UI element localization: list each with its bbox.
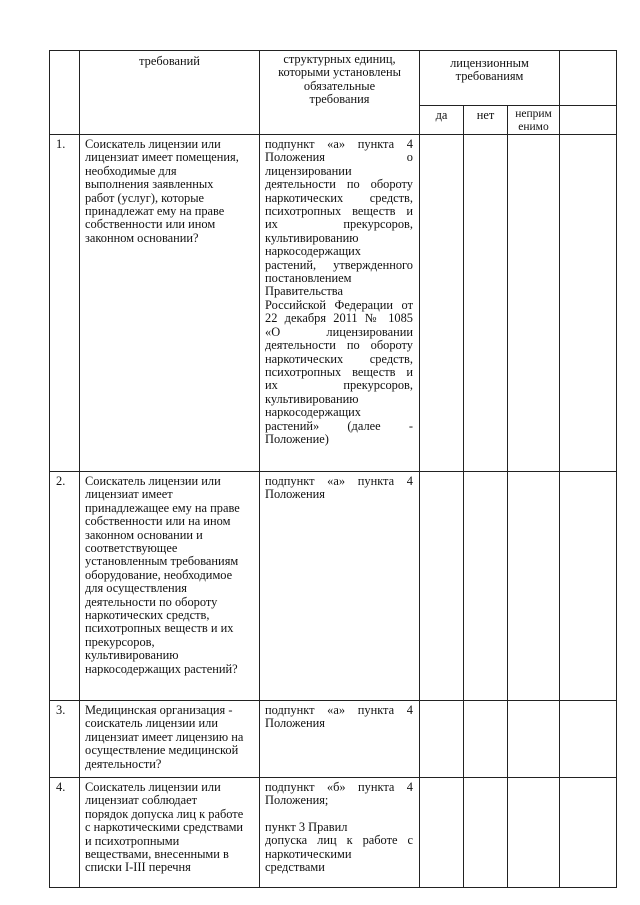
answer-no-cell[interactable]	[464, 701, 508, 778]
reference-line: наркосодержащих	[265, 405, 361, 420]
answer-yes-cell[interactable]	[420, 472, 464, 701]
reference-line: их прекурсоров,	[265, 217, 413, 232]
table-row	[50, 701, 617, 778]
header-num-cell	[50, 51, 80, 135]
requirements-table	[49, 50, 617, 888]
reference-line: Положения;	[265, 793, 329, 808]
table-row	[50, 472, 617, 701]
header-units-line: требования	[309, 92, 370, 107]
reference-line: пункт 3 Правил	[265, 819, 348, 834]
requirement-line: наркотических средств,	[85, 608, 210, 623]
table-row	[50, 778, 617, 888]
reference-line: культивированию	[265, 391, 359, 406]
header-no-cell	[464, 106, 508, 135]
reference-line: наркотическими	[265, 846, 352, 861]
reference-line: растений, утвержденного	[265, 257, 413, 272]
reference-cell	[260, 778, 420, 888]
header-requirements-cell	[80, 51, 260, 135]
answer-yes-cell[interactable]	[420, 135, 464, 472]
extra-cell	[560, 472, 617, 701]
header-yes: да	[435, 108, 448, 122]
requirement-line: для осуществления	[85, 581, 187, 596]
requirement-line: необходимые для	[85, 163, 177, 178]
header-no: нет	[476, 108, 495, 122]
reference-line: подпункт «а» пункта 4	[265, 703, 413, 717]
requirement-line: лицензиат соблюдает	[85, 793, 198, 808]
answer-no-cell[interactable]	[464, 472, 508, 701]
requirement-line: списки I-III перечня	[85, 860, 191, 875]
header-extra-sub-cell	[560, 106, 617, 135]
reference-line: подпункт «а» пункта 4	[265, 474, 413, 488]
header-units-line: структурных единиц,	[283, 52, 396, 66]
header-na-line: енимо	[518, 120, 549, 133]
requirement-line: принадлежат ему на праве	[85, 204, 225, 219]
reference-cell	[260, 701, 420, 778]
header-units-cell	[260, 51, 420, 135]
reference-line: Положения	[265, 716, 325, 731]
requirement-line: Медицинская организация -	[85, 703, 233, 717]
reference-line: постановлением	[265, 271, 352, 286]
reference-line: Положения о	[265, 150, 413, 165]
requirement-line: Соискатель лицензии или	[85, 474, 221, 488]
requirement-line: оборудование, необходимое	[85, 567, 233, 582]
reference-line: допуска лиц к работе с	[265, 833, 413, 848]
reference-gap	[265, 808, 413, 821]
reference-cell	[260, 135, 420, 472]
requirement-line: установленным требованиям	[85, 554, 239, 569]
requirement-line: соискатель лицензии или	[85, 716, 218, 731]
header-answer-cell	[420, 51, 560, 106]
row-number: 4.	[50, 778, 80, 888]
extra-cell	[560, 135, 617, 472]
reference-line: Положение)	[265, 431, 329, 446]
header-answer-line: лицензионным	[450, 56, 529, 70]
header-extra-cell	[560, 51, 617, 106]
reference-line: их прекурсоров,	[265, 378, 413, 393]
reference-line: деятельности по обороту	[265, 338, 413, 353]
requirement-line: Соискатель лицензии или	[85, 137, 221, 151]
answer-yes-cell[interactable]	[420, 778, 464, 888]
requirement-cell	[80, 135, 260, 472]
requirement-line: лицензиат имеет помещения,	[85, 150, 239, 165]
row-number: 2.	[50, 472, 80, 701]
requirement-line: лицензиат имеет лицензию на	[85, 729, 244, 744]
answer-no-cell[interactable]	[464, 778, 508, 888]
answer-na-cell[interactable]	[508, 701, 560, 778]
reference-line: подпункт «б» пункта 4	[265, 780, 413, 794]
requirement-line: наркосодержащих растений?	[85, 661, 238, 676]
reference-line: психотропных веществ и	[265, 204, 413, 219]
requirement-line: законном основании и	[85, 527, 203, 542]
requirement-cell	[80, 472, 260, 701]
reference-line: культивированию	[265, 230, 359, 245]
reference-line: наркотических средств,	[265, 190, 413, 205]
requirement-line: деятельности по обороту	[85, 594, 218, 609]
reference-line: средствами	[265, 860, 325, 875]
requirement-line: прекурсоров,	[85, 634, 155, 649]
answer-na-cell[interactable]	[508, 778, 560, 888]
requirement-line: культивированию	[85, 648, 179, 663]
row-number: 1.	[50, 135, 80, 472]
requirement-cell	[80, 778, 260, 888]
requirement-line: лицензиат имеет	[85, 487, 173, 502]
reference-line: растений» (далее -	[265, 418, 413, 433]
table-header-row	[50, 51, 617, 106]
answer-na-cell[interactable]	[508, 135, 560, 472]
requirement-line: веществами, внесенными в	[85, 847, 229, 862]
extra-cell	[560, 778, 617, 888]
row-number: 3.	[50, 701, 80, 778]
reference-line: лицензировании	[265, 163, 352, 178]
answer-no-cell[interactable]	[464, 135, 508, 472]
requirement-line: порядок допуска лиц к работе	[85, 806, 244, 821]
requirement-line: осуществление медицинской	[85, 743, 239, 758]
requirement-line: принадлежащее ему на праве	[85, 500, 240, 515]
reference-line: Правительства	[265, 284, 343, 299]
requirement-line: соответствующее	[85, 541, 178, 556]
header-answer-line: требованиям	[455, 69, 524, 84]
header-units-line: которыми установлены	[278, 65, 401, 80]
requirement-line: собственности или ином	[85, 217, 216, 232]
table-row	[50, 135, 617, 472]
answer-yes-cell[interactable]	[420, 701, 464, 778]
reference-line: психотропных веществ и	[265, 364, 413, 379]
requirement-line: собственности или на ином	[85, 514, 231, 529]
extra-cell	[560, 701, 617, 778]
reference-line: наркосодержащих	[265, 244, 361, 259]
reference-cell	[260, 472, 420, 701]
header-yes-cell	[420, 106, 464, 135]
requirement-line: работ (услуг), которые	[85, 190, 205, 205]
requirement-line: Соискатель лицензии или	[85, 780, 221, 794]
header-units-line: обязательные	[303, 78, 376, 93]
header-na-line: неприм	[515, 108, 552, 120]
requirements-table-sheet	[49, 50, 616, 876]
reference-line: наркотических средств,	[265, 351, 413, 366]
requirement-line: психотропных веществ и их	[85, 621, 234, 636]
reference-line: Российской Федерации от	[265, 297, 413, 312]
requirement-line: и психотропными	[85, 833, 180, 848]
header-requirements-text: требований	[139, 54, 200, 68]
answer-na-cell[interactable]	[508, 472, 560, 701]
requirement-line: законном основании?	[85, 230, 199, 245]
reference-line: «О лицензировании	[265, 324, 413, 339]
reference-line: подпункт «а» пункта 4	[265, 137, 413, 151]
reference-line: Положения	[265, 487, 325, 502]
reference-line: 22 декабря 2011 № 1085	[265, 311, 413, 326]
requirement-line: выполнения заявленных	[85, 177, 214, 192]
header-na-cell	[508, 106, 560, 135]
requirement-line: с наркотическими средствами	[85, 820, 244, 835]
requirement-cell	[80, 701, 260, 778]
reference-line: деятельности по обороту	[265, 177, 413, 192]
requirement-line: деятельности?	[85, 756, 162, 771]
